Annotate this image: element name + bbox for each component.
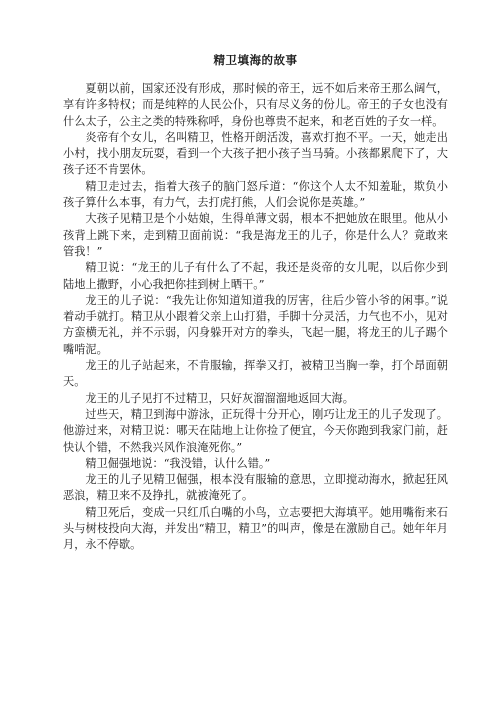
paragraph: 精卫走过去，指着大孩子的脑门怒斥道：“你这个人太不知羞耻，欺负小孩子算什么本事，有力气，去打虎打熊，人们会说你是英雄。” [63, 179, 448, 210]
document-body [63, 53, 448, 554]
paragraph: 夏朝以前，国家还没有形成，那时候的帝王，远不如后来帝王那么阔气，享有许多特权；而是纯粹的人民公仆，只有尽义务的份儿。帝王的子女也没有什么太子，公主之类的特殊称呼，身份也尊贵不起来，和老百姓的子女一样。 [63, 82, 448, 128]
paragraph: 龙王的儿子见打不过精卫，只好灰溜溜溜地返回大海。 [85, 391, 354, 405]
paragraph: 过些天，精卫到海中游泳，正玩得十分开心，刚巧让龙王的儿子发现了。他游过来，对精卫说：哪天在陆地上让你捡了便宜，今天你跑到我家门前，赶快认个错，不然我兴风作浪淹死你。” [63, 407, 448, 454]
paragraph: 炎帝有个女儿，名叫精卫，性格开朗活泼，喜欢打抱不平。一天，她走出小村，找小朋友玩耍，看到一个大孩子把小孩子当马骑。小孩都累爬下了，大孩子还不肯罢休。 [63, 130, 448, 177]
paragraph: 龙王的儿子站起来，不肯服输，挥拳又打，被精卫当胸一拳，打个昂面朝天。 [63, 359, 448, 389]
paragraph: 龙王的儿子见精卫倔强，根本没有服输的意思，立即搅动海水，掀起狂风恶浪，精卫来不及挣扎，就被淹死了。 [63, 473, 448, 503]
paragraph: 精卫说：“龙王的儿子有什么了不起，我还是炎帝的女儿呢，以后你少到陆地上撒野，小心我把你挂到树上晒干。” [63, 261, 448, 291]
paragraph: 大孩子见精卫是个小姑娘，生得单薄文弱，根本不把她放在眼里。他从小孩背上跳下来，走到精卫面前说：“我是海龙王的儿子，你是什么人？竟敢来管我！” [63, 212, 448, 258]
paragraph: 龙王的儿子说：“我先让你知道知道我的厉害，往后少管小爷的闲事。”说着动手就打。精卫从小跟着父亲上山打猎，手脚十分灵活，力气也不小，见对方蛮横无礼，并不示弱，闪身躲开对方的拳头，飞起一腿，将龙王的儿子踢个嘴啃泥。 [63, 293, 448, 356]
paragraph: 精卫死后，变成一只红爪白嘴的小鸟，立志要把大海填平。她用嘴衔来石头与树枝投向大海，并发出“精卫，精卫”的叫声，像是在激励自己。她年年月月，永不停歇。 [63, 505, 448, 552]
paragraph: 精卫倔强地说：“我没错，认什么错。” [85, 456, 271, 470]
document-title: 精卫填海的故事 [213, 53, 298, 67]
